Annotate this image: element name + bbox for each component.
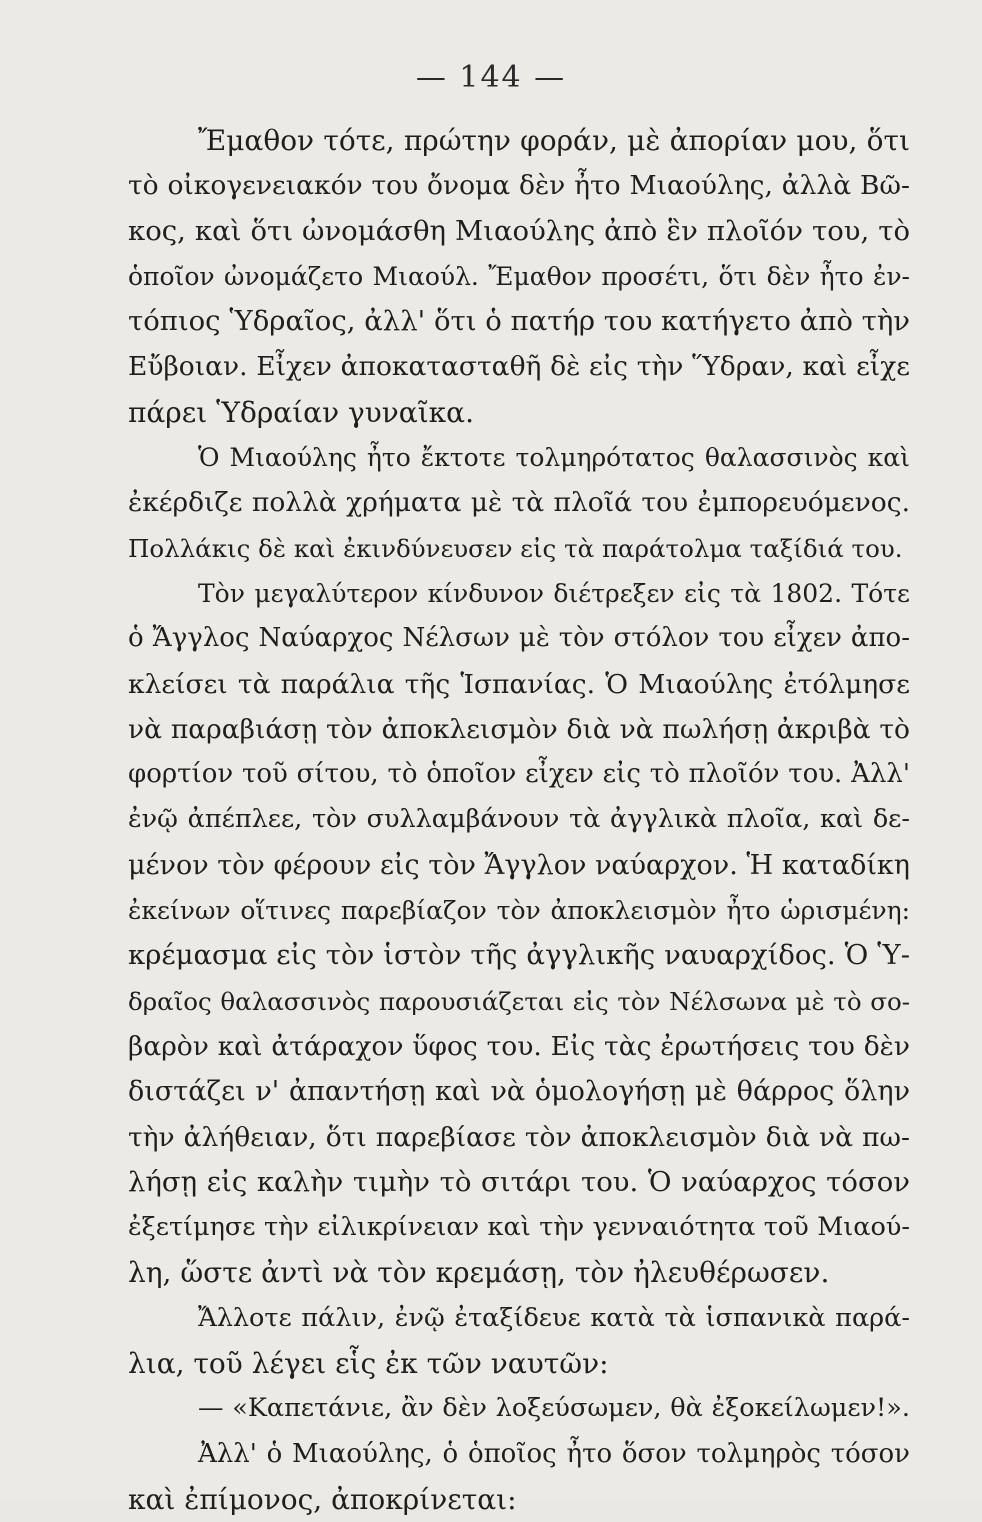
text-line: ὁ Ἄγγλος Ναύαρχος Νέλσων μὲ τὸν στόλον του εἶχεν ἀπο- — [128, 623, 910, 654]
text-line: τόπιος Ὑδραῖος, ἀλλ' ὅτι ὁ πατήρ του κατήγετο ἀπὸ τὴν — [128, 305, 911, 338]
text-line: Ὁ Μιαούλης ἦτο ἔκτοτε τολμηρότατος θαλασσινὸς καὶ — [198, 443, 910, 473]
text-line: καὶ ἐπίμονος, ἀποκρίνεται: — [128, 1482, 517, 1516]
text-line: κλείσει τὰ παράλια τῆς Ἱσπανίας. Ὁ Μιαούλης ἐτόλμησε — [128, 668, 910, 700]
text-line: ἐκείνων οἵτινες παρεβίαζον τὸν ἀποκλεισμὸν ἦτο ὡρισμένη: — [128, 896, 910, 926]
text-line: ὁποῖον ὠνομάζετο Μιαούλ. Ἔμαθον προσέτι, ὅτι δὲν ἦτο ἐν- — [128, 261, 910, 291]
text-line: Εὔβοιαν. Εἶχεν ἀποκατασταθῆ δὲ εἰς τὴν Ὕδραν, καὶ εἶχε — [128, 351, 910, 383]
text-line: πάρει Ὑδραίαν γυναῖκα. — [128, 395, 474, 429]
text-line: τὴν ἀλήθειαν, ὅτι παρεβίασε τὸν ἀποκλεισμὸν διὰ νὰ πω- — [128, 1121, 910, 1153]
text-line: — «Καπετάνιε, ἂν δὲν λοξεύσωμεν, θὰ ἐξοκείλωμεν!». — [198, 1393, 910, 1424]
text-line: Τὸν μεγαλύτερον κίνδυνον διέτρεξεν εἰς τὰ 1802. Τότε — [198, 578, 910, 608]
text-line: κος, καὶ ὅτι ὠνομάσθη Μιαούλης ἀπὸ ἓν πλοῖόν του, τὸ — [128, 214, 910, 247]
text-line: ἐνῷ ἀπέπλεε, τὸν συλλαμβάνουν τὰ ἀγγλικὰ πλοῖα, καὶ δε- — [128, 804, 910, 835]
text-line: δραῖος θαλασσινὸς παρουσιάζεται εἰς τὸν Νέλσωνα μὲ τὸ σο- — [128, 986, 910, 1016]
text-line: βαρὸν καὶ ἀτάραχον ὕφος του. Εἰς τὰς ἐρωτήσεις του δὲν — [128, 1030, 910, 1062]
text-line: νὰ παραβιάσῃ τὸν ἀποκλεισμὸν διὰ νὰ πωλήσῃ ἀκριβὰ τὸ — [128, 713, 910, 745]
text-line: Ἄλλοτε πάλιν, ἐνῷ ἐταξίδευε κατὰ τὰ ἱσπανικὰ παρά- — [198, 1302, 910, 1333]
text-line: ἐξετίμησε τὴν εἰλικρίνειαν καὶ τὴν γενναιότητα τοῦ Μιαού- — [128, 1212, 910, 1243]
text-line: τὸ οἰκογενειακόν του ὄνομα δὲν ἦτο Μιαούλης, ἀλλὰ Βῶ- — [128, 170, 910, 202]
text-line: λη, ὥστε ἀντὶ νὰ τὸν κρεμάσῃ, τὸν ἠλευθέρωσεν. — [128, 1256, 830, 1290]
text-line: κρέμασμα εἰς τὸν ἱστὸν τῆς ἀγγλικῆς ναυαρχίδος. Ὁ Ὑ- — [128, 939, 910, 972]
text-line: φορτίον τοῦ σίτου, τὸ ὁποῖον εἶχεν εἰς τὸ πλοῖόν του. Ἀλλ' — [128, 759, 910, 790]
text-line: λήσῃ εἰς καλὴν τιμὴν τὸ σιτάρι του. Ὁ ναύαρχος τόσον — [128, 1165, 910, 1198]
body-text — [128, 118, 910, 1522]
text-line: Ἀλλ' ὁ Μιαούλης, ὁ ὁποῖος ἦτο ὅσον τολμηρὸς τόσον — [198, 1438, 910, 1469]
text-line: Ἔμαθον τότε, πρώτην φοράν, μὲ ἀπορίαν μου, ὅτι — [198, 124, 910, 157]
text-line: ἐκέρδιζε πολλὰ χρήματα μὲ τὰ πλοῖά του ἐμπορευόμενος. — [128, 487, 910, 519]
text-line: διστάζει ν' ἀπαντήσῃ καὶ νὰ ὁμολογήσῃ μὲ θάρρος ὅλην — [128, 1076, 910, 1108]
page-number: — 144 — — [415, 60, 567, 95]
text-line: Πολλάκις δὲ καὶ ἐκινδύνευσεν εἰς τὰ παράτολμα ταξίδιά του. — [128, 533, 903, 563]
text-line: λια, τοῦ λέγει εἷς ἐκ τῶν ναυτῶν: — [128, 1347, 609, 1381]
text-line: μένον τὸν φέρουν εἰς τὸν Ἄγγλον ναύαρχον. Ἡ καταδίκη — [128, 849, 910, 881]
